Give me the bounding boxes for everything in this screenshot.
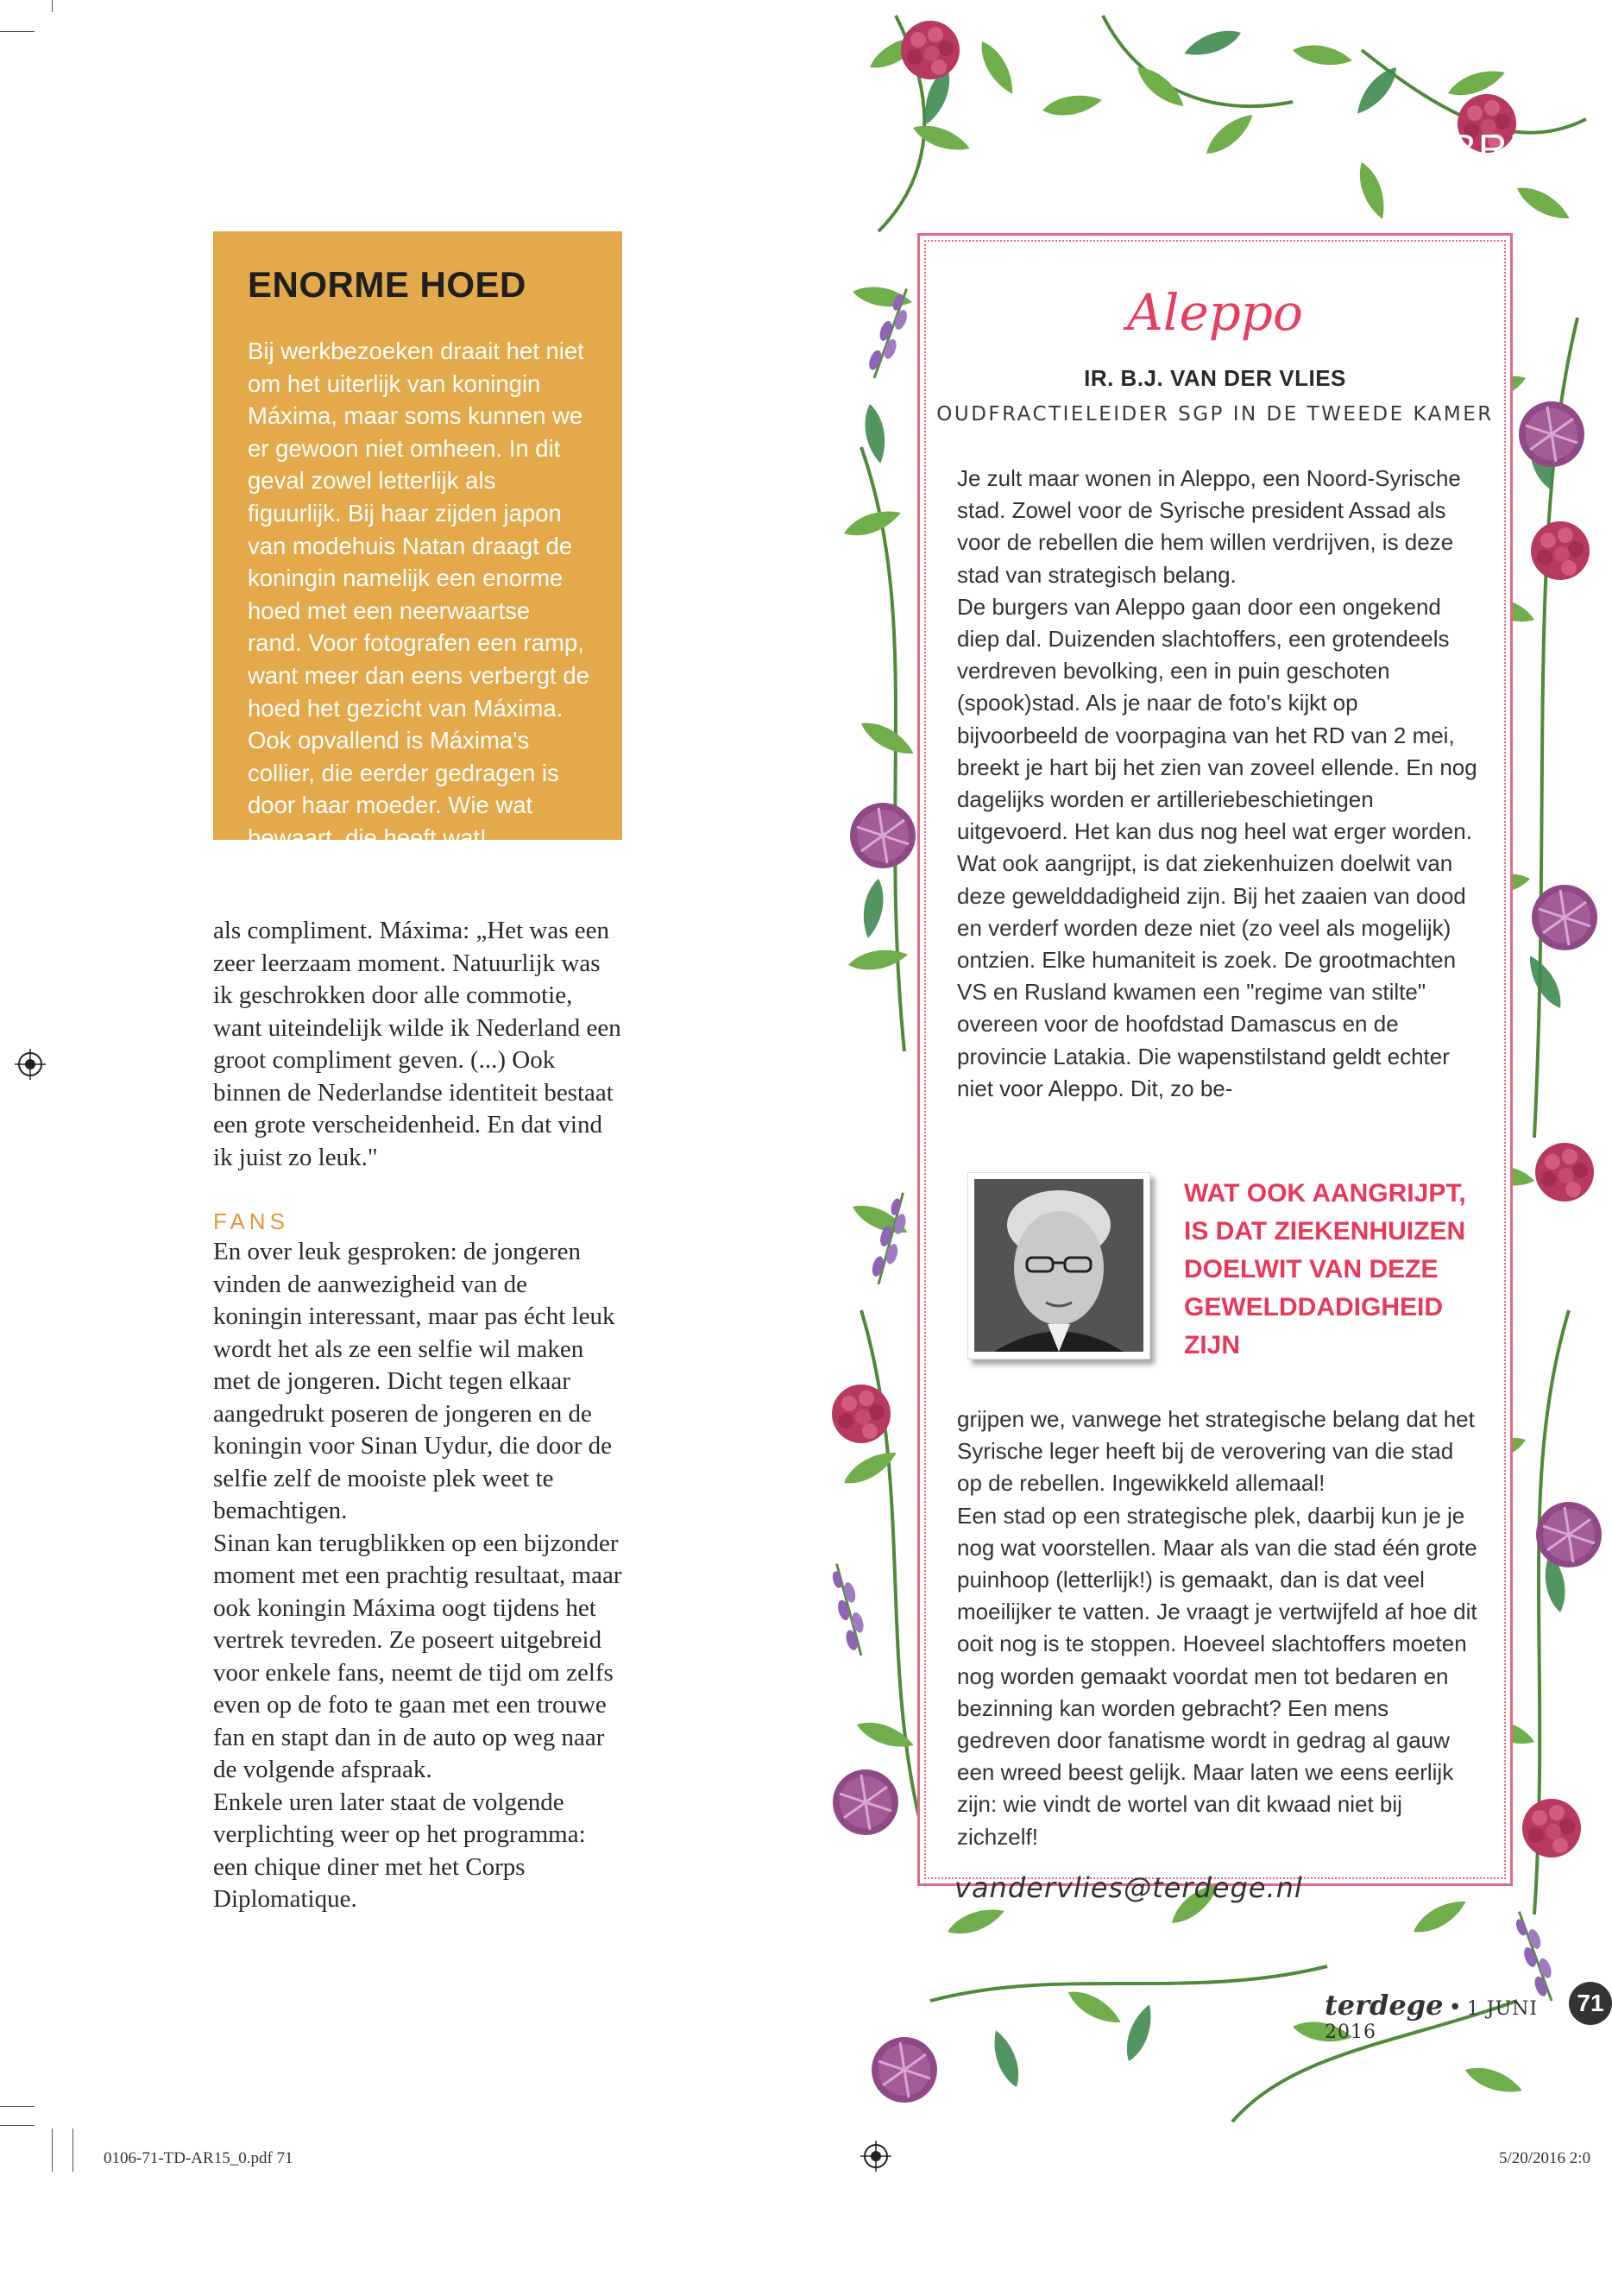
rubric-label: RUBRIEK	[1389, 126, 1578, 171]
article-column	[213, 915, 622, 1916]
column-paragraph: De burgers van Aleppo gaan door een ongekend diep dal. Duizenden slachtoffers, een grotendeels verdreven bevolking, een in puin geschoten (spook)stad. Als je naar de foto's kijkt op bijvoorbeeld de voorpagina van het RD van 2 mei, breekt je hart bij het zien van zoveel ellende. En nog dagelijks worden er artilleriebeschietingen uitgevoerd. Het kan dus nog heel wat erger worden.	[957, 593, 1477, 845]
crop-mark	[0, 2106, 35, 2107]
column-paragraph: Wat ook aangrijpt, is dat ziekenhuizen doelwit van deze gewelddadigheid zijn. Bij het zaaien van dood en verderf worden deze niet (zo veel als mogelijk) ontzien. Elke humaniteit is zoek. De grootmachten VS en Rusland kwamen een "regime van stilte" overeen voor de hoofdstad Damascus en de provincie Latakia. Die wapenstilstand geldt echter niet voor Aleppo. Dit, zo be-	[957, 850, 1466, 1101]
author-portrait-image	[968, 1173, 1149, 1359]
column-paragraph: grijpen we, vanwege het strategische belang dat het Syrische leger heeft bij de verovering van die stad op de rebellen. Ingewikkeld allemaal!	[957, 1406, 1475, 1497]
sidebar-box	[213, 231, 622, 851]
column-body-top	[957, 463, 1479, 1105]
article-subheading: FANS	[213, 1208, 289, 1234]
author-name: IR. B.J. VAN DER VLIES	[1084, 365, 1346, 391]
author-email[interactable]: vandervlies@terdege.nl	[954, 1871, 1303, 1904]
footer-separator: •	[1448, 1995, 1462, 2021]
page-number: 71	[1569, 1982, 1612, 2025]
sidebar-heading: ENORME HOED	[248, 264, 526, 305]
article-paragraph: Sinan kan terugblikken op een bijzonder moment met een prachtig resultaat, maar ook koningin Máxima oogt tijdens het vertrek tevreden. Ze poseert uitgebreid voor enkele fans, neemt de tijd om zelfs even op de foto te gaan met een trouwe fan en stapt dan in de auto op weg naar de volgende afspraak.	[213, 1529, 622, 1783]
page-footer	[1325, 1989, 1592, 2043]
column-paragraph: Een stad op een strategische plek, daarbij kun je je nog wat voorstellen. Maar als van die stad één grote puinhoop (letterlijk!) is gemaakt, dan is dat veel moeilijker te vatten. Je vraagt je vertwijfeld af hoe dit ooit nog is te stoppen. Hoeveel slachtoffers moeten nog worden gemaakt voordat men tot bedaren en bezinning kan worden gebracht? Een mens gedreven door fanatisme wordt in gedrag al gauw een wreed beest gelijk. Maar laten we eens eerlijk zijn: wie vindt de wortel van dit kwaad niet bij zichzelf!	[957, 1502, 1477, 1850]
column-body-bottom	[957, 1403, 1479, 1853]
crop-mark	[0, 31, 35, 32]
author-role: OUDFRACTIELEIDER SGP IN DE TWEEDE KAMER	[936, 403, 1494, 426]
print-slug-file: 0106-71-TD-AR15_0.pdf 71	[104, 2149, 293, 2167]
crop-mark	[0, 2125, 35, 2126]
print-slug-date: 5/20/2016 2:0	[1499, 2149, 1591, 2167]
article-paragraph: En over leuk gesproken: de jongeren vinden de aanwezigheid van de koningin interessant, maar pas écht leuk wordt het als ze een selfie wil maken met de jongeren. Dicht tegen elkaar aangedrukt poseren de jongeren en de koningin voor Sinan Uydur, die door de selfie zelf de mooiste plek weet te bemachtigen.	[213, 1238, 615, 1524]
crop-mark	[72, 2129, 73, 2172]
crop-mark	[52, 2129, 53, 2172]
registration-mark-icon	[860, 2141, 891, 2172]
pull-quote: WAT OOK AANGRIJPT, IS DAT ZIEKENHUIZEN DOELWIT VAN DEZE GEWELDDADIGHEID ZIJN	[1184, 1179, 1466, 1359]
issue-date: 1 JUNI 2016	[1325, 1998, 1539, 2043]
registration-mark-icon	[15, 1049, 46, 1080]
sidebar-text: Bij werkbezoeken draait het niet om het uiterlijk van koningin Máxima, maar soms kunnen we er gewoon niet omheen. In dit geval zowel letterlijk als figuurlijk. Bij haar zijden japon van modehuis Natan draagt de koningin namelijk een enorme hoed met een neerwaartse rand. Voor fotografen een ramp, want meer dan eens verbergt de hoed het gezicht van Máxima. Ook opvallend is Máxima's collier, die eerder gedragen is door haar moeder. Wie wat bewaart, die heeft wat!	[248, 337, 589, 851]
column-title: Aleppo	[1127, 283, 1303, 342]
article-paragraph: Enkele uren later staat de volgende verplichting weer op het programma: een chique diner met het Corps Diplomatique.	[213, 1788, 586, 1913]
magazine-brand: terdege	[1325, 1989, 1444, 2022]
column-card	[917, 233, 1513, 1886]
crop-mark	[52, 0, 53, 12]
article-paragraph: als compliment. Máxima: „Het was een zeer leerzaam moment. Natuurlijk was ik geschrokken door alle commotie, want uiteindelijk wilde ik Nederland een groot compliment geven. (...) Ook binnen de Nederlandse identiteit bestaat een grote verscheidenheid. En dat vind ik juist zo leuk."	[213, 917, 621, 1171]
author-photo	[967, 1172, 1150, 1359]
column-paragraph: Je zult maar wonen in Aleppo, een Noord-Syrische stad. Zowel voor de Syrische president Assad als voor de rebellen die hem willen verdrijven, is deze stad van strategisch belang.	[957, 465, 1461, 588]
